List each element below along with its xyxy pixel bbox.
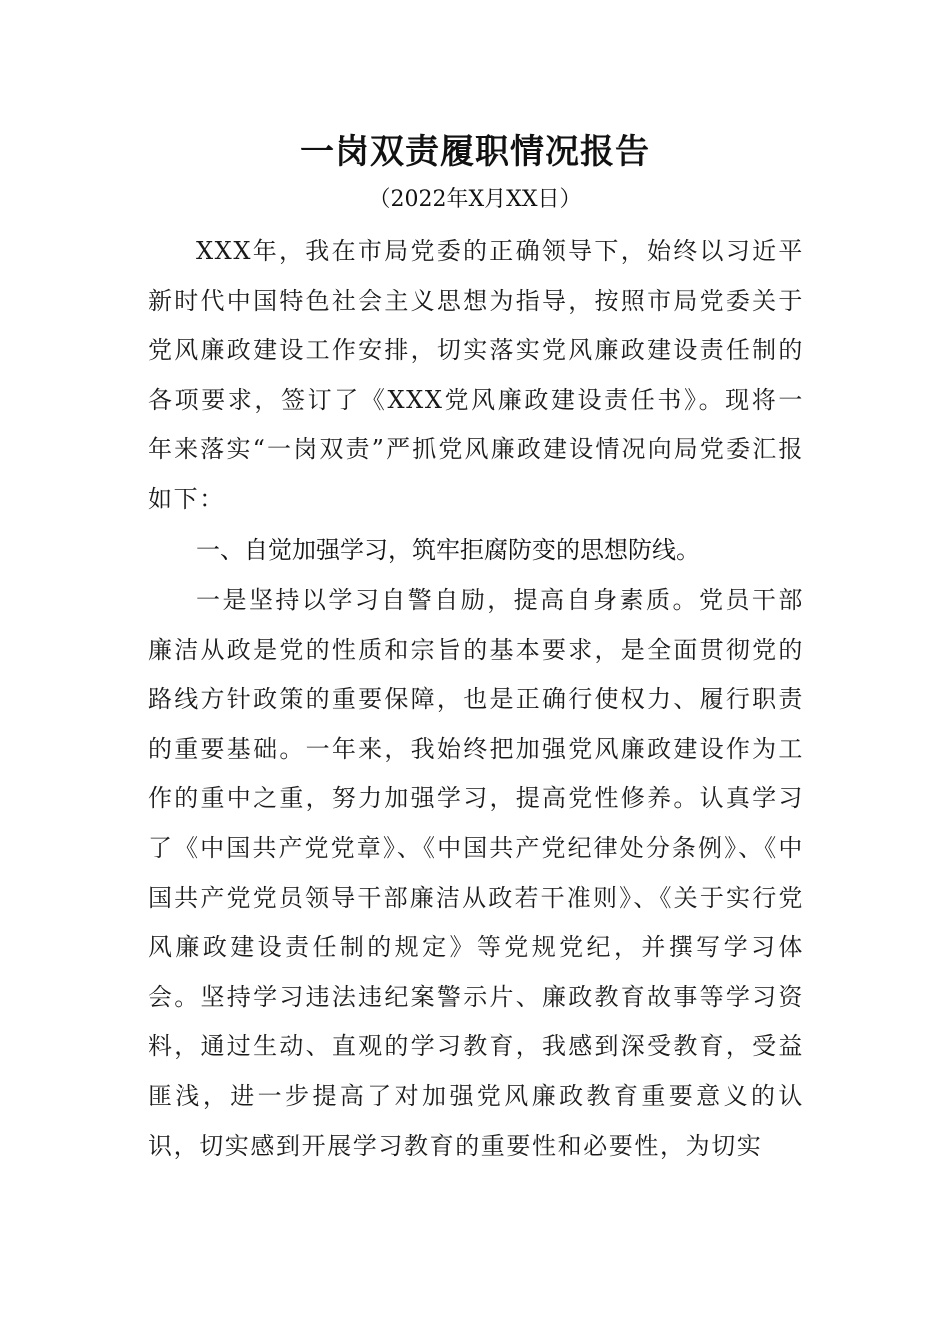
page-title: 一岗双责履职情况报告 bbox=[300, 132, 650, 172]
intro-paragraph: XXX年，我在市局党委的正确领导下，始终以习近平新时代中国特色社会主义思想为指导，按照市局党委关于党风廉政建设工作安排，切实落实党风廉政建设责任制的各项要求，签订了《XXX党风廉政建设责任书》。现将一年来落实“一岗双责”严抓党风廉政建设情况向局党委汇报如下： bbox=[148, 237, 804, 513]
section-paragraph: 一是坚持以学习自警自励，提高自身素质。党员干部廉洁从政是党的性质和宗旨的基本要求，是全面贯彻党的路线方针政策的重要保障，也是正确行使权力、履行职责的重要基础。一年来，我始终把加强党风廉政建设作为工作的重中之重，努力加强学习，提高党性修养。认真学习了《中国共产党党章》、《中国共产党纪律处分条例》、《中国共产党党员领导干部廉洁从政若干准则》、《关于实行党风廉政建设责任制的规定》等党规党纪，并撰写学习体会。坚持学习违法违纪案警示片、廉政教育故事等学习资料，通过生动、直观的学习教育，我感到深受教育，受益匪浅，进一步提高了对加强党风廉政教育重要意义的认识，切实感到开展学习教育的重要性和必要性，为切实 bbox=[148, 586, 804, 1160]
section-heading: 一、自觉加强学习，筑牢拒腐防变的思想防线。 bbox=[196, 536, 700, 564]
report-date: （2022年X月XX日） bbox=[368, 187, 582, 212]
